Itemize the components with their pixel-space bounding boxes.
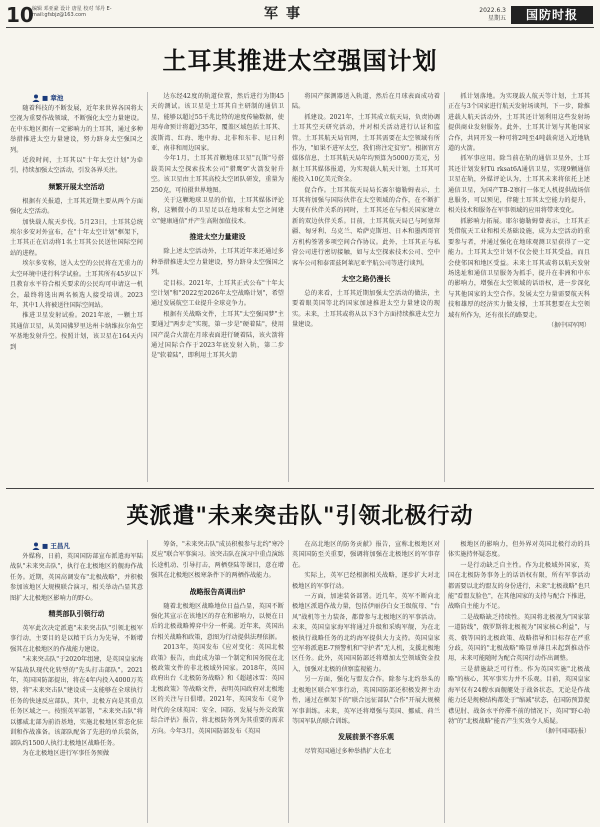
paragraph: 总的来看，土耳其近期加强太空活动的做法，主要着眼美国等北约国家加速推进太空力量建设的现实。未来，土耳其或将从以下3个方面持续推进太空力量建设。 [292, 289, 440, 329]
article1-headline: 土耳其推进太空强国计划 [162, 47, 438, 75]
paragraph: 抓军事应用。除当前在轨的通信卫星外，土耳其还计划发射Tü rksat6A通信卫星，实现9颗通信卫星在轨，外媒评论认为，土耳其未来将依托上述通信卫星，为国产TB-2察打一体无人机提供战场信息服务，可以预见，伴随土耳其太空能力的提升，相关技术和服务在军事领域的应用将带来变化。 [448, 155, 590, 215]
issue-date [476, 7, 506, 23]
article2-source: （据中国国防报） [541, 728, 590, 736]
column-divider [147, 92, 148, 482]
paragraph: 埃尔多安称，送入太空的公民将在无重力的太空环境中进行科学试验。土耳其所有45岁以下且教育水平符合相关要求的公民均可申请这一机会，最终将选出两名候选人接受培训。2023年，其中1人将被送往国际空间站。 [10, 260, 143, 309]
article1-column-3 [292, 92, 440, 482]
page-number: 10 [6, 3, 34, 27]
paragraph: 在高北地区的防务贡献》报告，宣称北极地区对英国国防至关重要，强调将加强在北极地区的军事存在。 [292, 541, 440, 569]
article1-byline [10, 92, 143, 104]
paragraph: 三是措施缺乏可行性。作为英国实施"北极战略"的核心，其军事实力并不乐观。目前，英国皇家海军仅有24艘水面舰艇处于战备状态，无论是作战能力还是规模结构都处于"缩减"状态，在国防预算捉襟见肘、战备水平停滞不前的情况下，英国"野心勃勃"的"北极战略"能否产生实效令人质疑。 [448, 665, 590, 725]
paragraph: 一方面，加速装备部署。近几年，英军不断向北极地区派遣作战力量，包括伊丽莎白女王级航母、"台风"战机等主力装备，都曾参与北极地区的军事活动。未来，英国皇家海军将通过升级和采购军舰，为在北极执行战略任务的北约海军提供大力支持。英国皇家空军将派遣E-7预警机和"守护者"无人机，支援北极地区任务。此外，英国国防部还将增加太空领域资金投入，加强对北极的侦察监视能力。 [292, 593, 440, 673]
masthead [6, 4, 594, 26]
paragraph: 为在北极地区进行军事任务预做 [22, 749, 110, 757]
paragraph: 二是战略缺乏持续性。英国将北极视为"国家第一道防线"，俄罗斯将北极视为"国家核心利益"，与英、俄等国的北极政策、战略指导和目标存在严重分歧，英国的"北极战略"略显单薄且未起到推动作用，未来可能随时为配合英国行动作出调整。 [448, 613, 590, 663]
paragraph: 实际上，英军已经根据相关战略，逐步扩大对北极地区的军事行动。 [292, 572, 440, 590]
paragraph: 定目标。2021年，土耳其正式公布"十年太空计划"和"2022至2026年太空战略计划"，希望通过发展航空工业提升全球竞争力。 [151, 279, 284, 308]
article2-column-3 [292, 540, 440, 823]
paragraph: 英军此次决定派遣"未来突击队"引领北极军事行动，主要目的是以精干兵力为先导，不断增强其在北极地区的作战能力建设。 [10, 625, 143, 653]
article2-byline [10, 540, 143, 552]
paragraph: 将国产探测器送入轨道，然后在月球表面成功着陆。 [292, 93, 440, 111]
newspaper-logo: 国防时报 [511, 6, 593, 24]
editor-info: 编辑 邓亚豪 设计 唐星 校对 邹丹 E-mail:gfsbjz@163.com [32, 6, 112, 18]
paragraph: 随着北极地区战略地位日益凸显，英国不断强化其宣示在该地区的存在和影响力，以便在日后的北极战略博弈中分一杯羹。近年来，英国出台相关战略和政策，意图为行动提供法理依据。 [151, 602, 284, 641]
paragraph: 极地区的影响力，但外界对英国北极行动的具体实施持怀疑态度。 [448, 541, 590, 559]
paragraph: 除上述太空活动外，土耳其近年来还通过多种举措推进太空力量建设，努力跻身太空强国之列。 [151, 248, 284, 277]
date-text: 2022.6.3 [479, 7, 506, 14]
article1-column-2 [151, 92, 284, 482]
paragraph: "未来突击队"于2020年组建，是英国皇家海军陆战队现代化转型的"先头打击部队"。2021年，英国国防部提出，将在4年内投入4000万英镑，将"未来突击队"建设成一支能够在全球执行任务的快速反应部队，其中，北极方向是其重点任务区域之一。按照英军部署，"未来突击队"将以挪威北部为前沿基地，实施北极地区常态化驻训和作战准备。该部队配备了先进的单兵装备，部队约1500人执行北极地区战略任务。 [10, 656, 143, 747]
subheading: 发展前景不容乐观 [338, 733, 394, 742]
author-icon [32, 542, 40, 550]
subheading: 战略报告高调出炉 [189, 587, 246, 596]
article2-column-1 [10, 540, 143, 823]
paragraph: 近段时间，土耳其以"十年太空计划"为牵引，持续加强太空活动，引发各界关注。 [10, 157, 143, 175]
subheading: 精英部队引领行动 [48, 610, 105, 619]
article2-byline-text: ■ 王昌凡 [42, 542, 70, 550]
paragraph: 筹备，"未来突击队"成员积极参与北约"寒冷反应"联合军事演习。该突击队在演习中重点演练长途机动、引导打击，两栖登陆等课目，意在增强其在北极地区极寒条件下的两栖作战能力。 [151, 541, 284, 580]
section-title: 军事 [264, 6, 308, 22]
paragraph: 根据有关战略文件，土耳其"太空强国梦"主要通过"两步走"实现，第一步是"硬着陆"，使用国产混合火箭在月球表面进行硬着陆，该火箭将通过国际合作于2023年底发射入轨，第二步是"软着陆"，即利用土耳其火箭 [151, 310, 284, 360]
subheading: 频繁开展太空活动 [48, 182, 105, 191]
subheading: 太空之路仍漫长 [341, 274, 391, 283]
paragraph: 根据有关报道，土耳其近期主要从两个方面强化太空活动。 [10, 197, 143, 216]
masthead-rule [6, 27, 594, 28]
article2-column-4 [448, 540, 590, 823]
author-icon [32, 94, 40, 102]
paragraph: 外媒称，日前，英国国防部宣布派遣海军陆战队"未来突击队"，执行在北极地区的舰海作战任务。近期，英国高调发布"北极战略"，并积极参加该地区大规模联合演习，相关举动凸显其意图扩大北极地区影响力的野心。 [10, 553, 143, 602]
paragraph: 推进卫星发射试验。2021年底，一颗土耳其通信卫星，从美国佛罗里达州卡纳维拉尔角空军基地发射升空。按照计划，该卫星在164天内到 [10, 312, 143, 351]
paragraph: 随着科技的不断发展，近年来世界各国将太空视为重要作战领域，不断强化太空力量建设。在中东地区拥有一定影响力的土耳其，通过多种举措推进太空力量建设，努力跻身太空强国之列。 [10, 105, 143, 154]
paragraph: 促合作。土耳其航天局局长赛尔德勒姆表示，土耳其将加强与国际伙伴在太空领域的合作，在不断扩大现有伙伴关系的同时，土耳其还在与相关国家建立新的双边伙伴关系。目前，土耳其航天局已与阿塞拜疆、匈牙利、乌克兰、哈萨克斯坦、日本和墨西哥官方机构签署多项空间合作协议。此外，土耳其正与私营公司进行密切接触，如与太空探索技术公司、空中客车公司和泰雷兹阿莱尼亚宇航公司等进行谈判。 [292, 186, 440, 267]
paragraph: 另一方面，强化与盟友合作。除参与北约举头的北极地区联合军事行动，英国国防部还积极发挥主动性，通过在框架下的"联合远征部队"合作"开展大规模军事训练。未来，英军还将增强与美国、挪威、荷兰等国军队的联合训练。 [292, 676, 440, 725]
column-divider [444, 92, 445, 482]
paragraph: 抓计划落地。为实现载人航天等计划，土耳其正在与3个国家进行航天发射场谈判，下一步，除推进载人航天活动外，土耳其还计划利用这些发射场提供商业发射服务。此外，土耳其计划与其他国家合作，共同开发一种可将2吨至4吨载荷送入近地轨道的火箭。 [448, 93, 590, 153]
article2-column-2 [151, 540, 284, 823]
paragraph: 加快载人航天步伐。5月23日，土耳其总统埃尔多安对外宣布，在"十年太空计划"框架下，土耳其正在启动将1名土耳其公民送往国际空间站的进程。 [10, 218, 143, 257]
column-divider [147, 540, 148, 823]
paragraph: 达东经42度的轨道位置，然后进行为期45天的测试。该卫星是土耳其自主研制的通信卫星，能够以超过55千兆比特的速度传输数据，使用寿命预计将超过35年，覆盖区域包括土耳其、波斯湾、红海、地中海、北非和东非、尼日利亚、南非和周边国家。 [151, 93, 284, 153]
article1-column-1 [10, 92, 143, 482]
article1-byline-text: ■ 章池 [42, 94, 64, 102]
subheading: 推进太空力量建设 [189, 233, 246, 242]
article-separator [6, 488, 594, 489]
column-divider [444, 540, 445, 823]
column-divider [288, 92, 289, 482]
article1-column-4 [448, 92, 590, 482]
paragraph: 抓建设。2021年，土耳其成立航天局，负责协调土耳其空天研究活动，并对相关活动进行认证和监管。土耳其航天局官网，土耳其需要在太空领域有所作为，"如果不进军太空，我们将注定贫穷"。根据官方媒体信息，土耳其航天局年均预算为5000万美元，另据土耳其媒体报道，为实现载人航天计划，土耳其可能投入10亿美元资金。 [292, 113, 440, 184]
column-divider [288, 540, 289, 823]
paragraph: 尽管英国通过多种举措扩大在北 [304, 748, 392, 756]
paragraph: 关于这颗地球卫星的价值，土耳其媒体评论称，这颗微小的卫星足以在地球和太空之间建立"健康通信"并产生高附加值技术。 [151, 197, 284, 225]
paragraph: 一是行动缺乏自主性。作为北极域外国家，英国在北极防务事务上的话语权有限，所有军事活动都需要以北约盟友的身份进行，未来"北极战略"也只能"看盟友脸色"，在其他国家的支持与配合下推进，战略自主能力不足。 [448, 561, 590, 611]
paragraph: 抓影响力拓展。耶尔德勒姆曾表示，土耳其正凭借航天工业和相关基础设施，成为太空活动的重要参与者，并通过强化在地球观测卫星获得了一定能力。土耳其太空计划不仅会使土耳其受益，而且会使邻国和地区受益。未来土耳其或将以航天发射场选址和通信卫星服务为抓手，提升在非洲和中东的影响力，增强在太空领域的话语权，进一步深化与其他国家的太空合作。发展太空力量需要航天科技和雄厚的经济实力做支撑，土耳其想要在太空领域有所作为，还有很长的路要走。 [448, 217, 590, 319]
article2-headline: 英派遣"未来突击队"引领北极行动 [126, 504, 474, 529]
paragraph: 2013年，英国发布《应对变化：英国北极政策》报告，由此成为第一个制定和国务院在北极政策文件的非北极域外国家。2018年，英国政府出台《北极防务战略》和《超越冰雪：英国北极政策》等战略文件，表明英国政府对北极地区的关注与日俱增。2021年，英国发布《竞争时代的全球英国：安全、国防、发展与外交政策综合评估》报告，将北极防务列为其重要的需求方向。今年3月，英国国防部发布《英国 [151, 644, 284, 735]
weekday-text: 星期五 [487, 15, 506, 22]
article1-source: （据中国军网） [547, 321, 590, 329]
paragraph: 今年1月，土耳其首颗地球卫星"瓦斯"号搭载美国太空探索技术公司"猎鹰9"火箭发射升空。该卫星由土耳其高校太空团队研发，重量为250克，可拍摄世界地图。 [151, 155, 284, 194]
